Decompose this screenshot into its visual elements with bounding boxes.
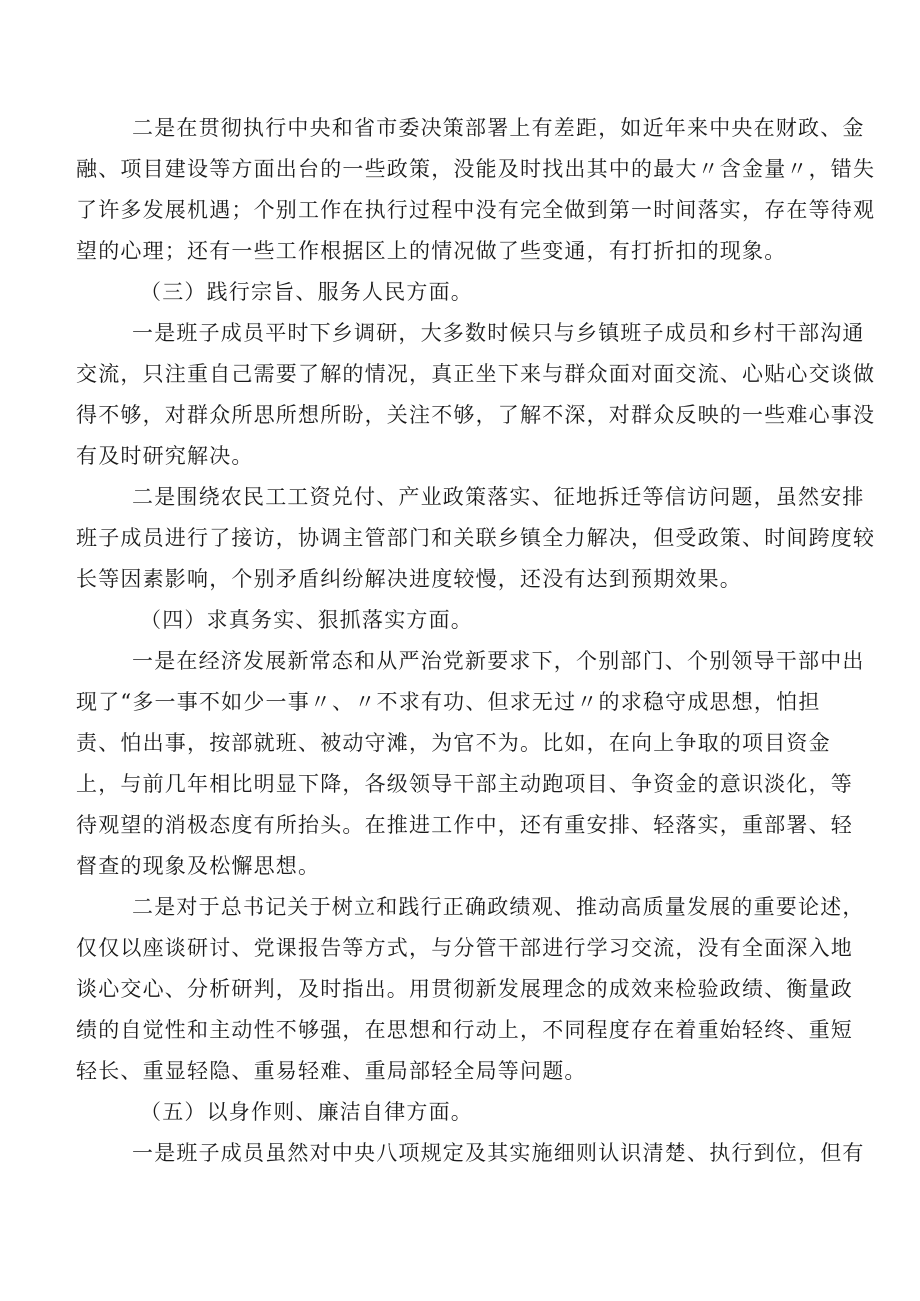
paragraph-performance-view — [76, 887, 865, 1092]
text-line: 交流，只注重自己需要了解的情况，真正坐下来与群众面对面交流、心贴心交谈做 — [76, 362, 876, 386]
text-line: 谈心交心、分析研判，及时指出。用贯彻新发展理念的成效来检验政绩、衡量政 — [76, 977, 853, 1001]
text-line: 有及时研究解决。 — [76, 444, 254, 468]
text-line: 上，与前几年相比明显下降，各级领导干部主动跑项目、争资金的意识淡化，等 — [76, 772, 853, 796]
text-line: 二是对于总书记关于树立和践行正确政绩观、推动高质量发展的重要论述， — [132, 895, 865, 919]
heading-text: （三）践行宗旨、服务人民方面。 — [140, 280, 473, 304]
text-line: 轻长、重显轻隐、重易轻难、重局部轻全局等问题。 — [76, 1059, 587, 1083]
text-line: 得不够，对群众所思所想所盼，关注不够，了解不深，对群众反映的一些难心事没 — [76, 403, 876, 427]
section-heading-3 — [76, 272, 856, 313]
text-line: 一是在经济发展新常态和从严治党新要求下，个别部门、个别领导干部中出 — [132, 649, 865, 673]
text-line: 待观望的消极态度有所抬头。在推进工作中，还有重安排、轻落实，重部署、轻 — [76, 813, 853, 837]
section-heading-5 — [76, 1092, 856, 1133]
text-line: 一是班子成员平时下乡调研，大多数时候只与乡镇班子成员和乡村干部沟通 — [132, 321, 865, 345]
paragraph-petition-issues — [76, 477, 876, 600]
section-heading-4 — [76, 600, 856, 641]
text-line: 长等因素影响，个别矛盾纠纷解决进度较慢，还没有达到预期效果。 — [76, 567, 742, 591]
text-line: 了许多发展机遇；个别工作在执行过程中没有完全做到第一时间落实，存在等待观 — [76, 198, 876, 222]
text-line: 望的心理；还有一些工作根据区上的情况做了些变通，有打折扣的现象。 — [76, 239, 787, 263]
paragraph-new-normal — [76, 641, 865, 887]
heading-text: （四）求真务实、狠抓落实方面。 — [140, 608, 473, 632]
text-line: 班子成员进行了接访，协调主管部门和关联乡镇全力解决，但受政策、时间跨度较 — [76, 526, 876, 550]
paragraph-eight-rules — [76, 1133, 865, 1174]
text-line: 责、怕出事，按部就班、被动守滩，为官不为。比如，在向上争取的项目资金 — [76, 731, 831, 755]
text-line: 融、项目建设等方面出台的一些政策，没能及时找出其中的最大〃含金量〃，错失 — [76, 157, 876, 181]
paragraph-grassroots-research — [76, 313, 876, 477]
text-line: 现了“多一事不如少一事〃、〃不求有功、但求无过〃的求稳守成思想，怕担 — [76, 690, 821, 714]
text-line: 二是围绕农民工工资兑付、产业政策落实、征地拆迁等信访问题，虽然安排 — [132, 485, 865, 509]
text-line: 督查的现象及松懈思想。 — [76, 854, 321, 878]
paragraph-decision-gap — [76, 108, 876, 272]
text-line: 二是在贯彻执行中央和省市委决策部署上有差距，如近年来中央在财政、金 — [132, 116, 865, 140]
heading-text: （五）以身作则、廉洁自律方面。 — [140, 1100, 473, 1124]
text-line: 绩的自觉性和主动性不够强，在思想和行动上，不同程度存在着重始轻终、重短 — [76, 1018, 853, 1042]
text-line: 仅仅以座谈研讨、党课报告等方式，与分管干部进行学习交流，没有全面深入地 — [76, 936, 853, 960]
document-body — [76, 108, 876, 1174]
text-line: 一是班子成员虽然对中央八项规定及其实施细则认识清楚、执行到位，但有 — [132, 1141, 865, 1165]
